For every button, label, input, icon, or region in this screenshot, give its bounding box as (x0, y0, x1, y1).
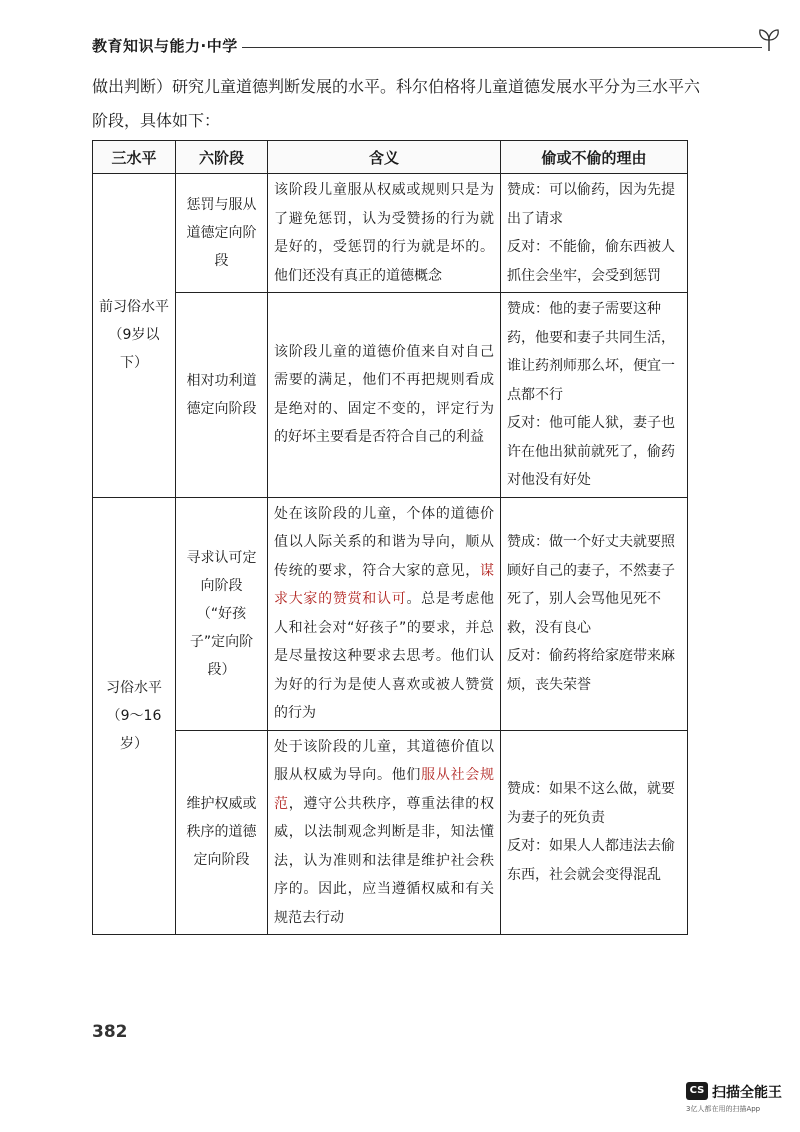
intro-paragraph (92, 70, 702, 138)
scanner-watermark (686, 1080, 796, 1124)
reason-con: 反对：偷药将给家庭带来麻烦，丧失荣誉 (507, 648, 675, 693)
stage-cell: 惩罚与服从道德定向阶段 (176, 174, 268, 293)
intro-line-2: 阶段，具体如下： (92, 111, 221, 130)
level-age: （9岁以下） (108, 327, 160, 372)
meaning-cell (268, 497, 501, 730)
meaning-text: 。总是考虑他人和社会对“好孩子”的要求，并总是尽量按这种要求去思考。他们认为好的行为是使人喜欢或被人赞赏的行为 (274, 591, 495, 721)
header-rule (242, 47, 762, 48)
reason-pro: 赞成：如果不这么做，就要为妻子的死负责 (507, 781, 675, 826)
header-title: 教育知识与能力·中学 (92, 37, 238, 55)
stage-cell: 相对功利道德定向阶段 (176, 293, 268, 498)
meaning-text: 处于该阶段的儿童，其道德价值以服从权威为导向。他们 (274, 738, 494, 783)
table-row (93, 174, 688, 293)
watermark-tagline: 3亿人都在用的扫描App (686, 1105, 761, 1113)
meaning-text: ，遵守公共秩序，尊重法律的权威，以法制观念判断是非，知法懂法，认为准则和法律是维护社会秩序的。因此，应当遵循权威和有关规范去行动 (274, 795, 495, 926)
cs-logo-icon: CS (686, 1082, 708, 1100)
level-age: （9～16岁） (106, 707, 162, 752)
reason-cell (501, 497, 688, 730)
reason-pro: 赞成：做一个好丈夫就要照顾好自己的妻子，不然妻子死了，别人会骂他见死不救，没有良心 (507, 534, 675, 636)
meaning-text: 处在该阶段的儿童，个体的道德价值以人际关系的和谐为导向，顺从传统的要求，符合大家的意见， (274, 505, 494, 579)
meaning-cell: 该阶段儿童的道德价值来自对自己需要的满足，他们不再把规则看成是绝对的、固定不变的，评定行为的好坏主要看是否符合自己的利益 (268, 293, 501, 498)
reason-pro: 赞成：他的妻子需要这种药，他要和妻子共同生活，谁让药剂师那么坏，便宜一点都不行 (507, 301, 675, 403)
kohlberg-stages-table (92, 140, 688, 935)
meaning-highlight: 服从社会规范 (274, 767, 495, 812)
page-number: 382 (92, 1022, 128, 1042)
level-name: 习俗水平 (106, 679, 162, 696)
table-row (93, 730, 688, 935)
intro-line-1: 做出判断）研究儿童道德判断发展的水平。科尔伯格将儿童道德发展水平分为三水平六 (92, 77, 701, 96)
reason-pro: 赞成：可以偷药，因为先提出了请求 (507, 182, 675, 227)
reason-con: 反对：他可能人狱，妻子也许在他出狱前就死了，偷药对他没有好处 (507, 415, 675, 488)
stage-cell: 维护权威或秩序的道德定向阶段 (176, 730, 268, 935)
table-row (93, 293, 688, 498)
table-row (93, 497, 688, 730)
stage-cell: 寻求认可定向阶段（“好孩子”定向阶段） (176, 497, 268, 730)
header-levels: 三水平 (93, 141, 176, 174)
reason-con: 反对：如果人人都违法去偷东西，社会就会变得混乱 (507, 838, 675, 883)
header-stages: 六阶段 (176, 141, 268, 174)
table-header-row (93, 141, 688, 174)
sprout-icon (756, 27, 782, 53)
meaning-cell: 该阶段儿童服从权威或规则只是为了避免惩罚，认为受赞扬的行为就是好的，受惩罚的行为就是坏的。他们还没有真正的道德概念 (268, 174, 501, 293)
header-meaning: 含义 (268, 141, 501, 174)
level-cell (93, 497, 176, 935)
watermark-name: 扫描全能王 (712, 1085, 782, 1101)
running-header (92, 33, 692, 57)
reason-cell (501, 293, 688, 498)
meaning-cell (268, 730, 501, 935)
level-name: 前习俗水平 (99, 299, 169, 316)
reason-con: 反对：不能偷，偷东西被人抓住会坐牢，会受到惩罚 (507, 239, 675, 284)
level-cell (93, 174, 176, 498)
reason-cell (501, 174, 688, 293)
reason-cell (501, 730, 688, 935)
meaning-highlight: 谋求大家的赞赏和认可 (274, 562, 494, 607)
header-reason: 偷或不偷的理由 (501, 141, 688, 174)
